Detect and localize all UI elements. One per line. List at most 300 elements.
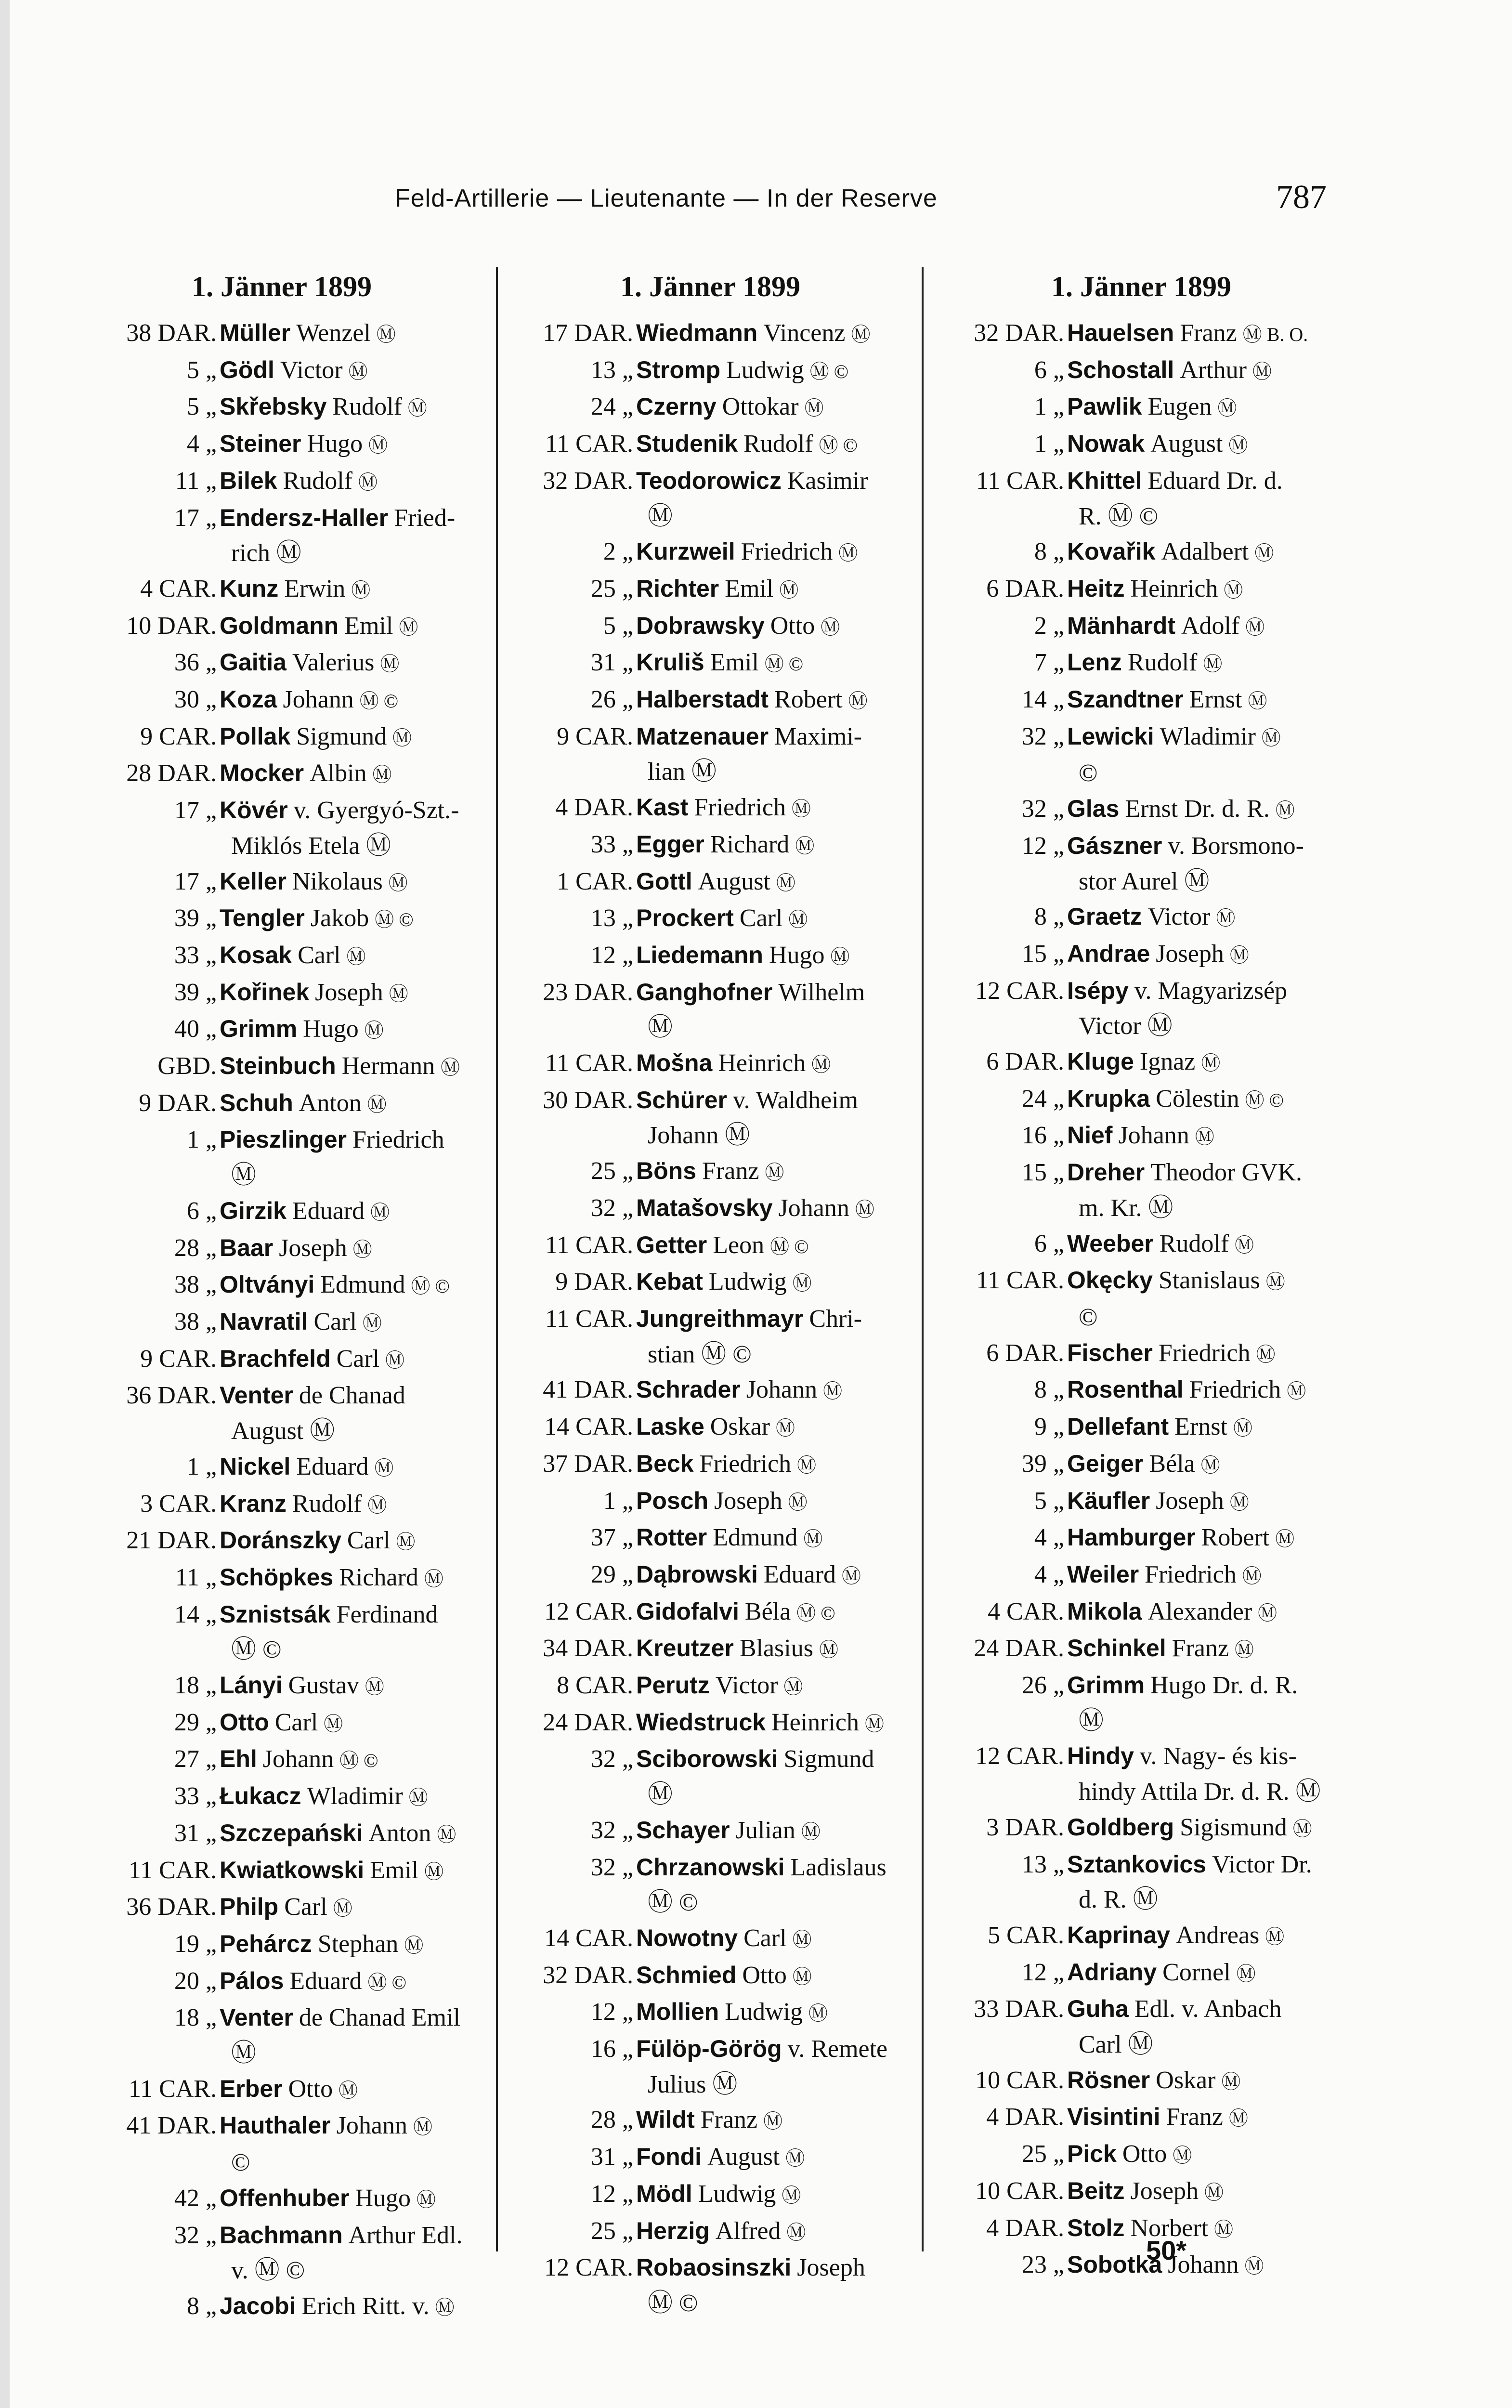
- unit-label: 11 „: [175, 1563, 217, 1591]
- officer-name: [1067, 936, 1353, 973]
- unit-label: 11 CAR.: [976, 467, 1064, 495]
- surname: Mikola: [1067, 1597, 1142, 1625]
- unit-label: 12 CAR.: [544, 1597, 633, 1625]
- surname: Khittel: [1067, 467, 1142, 494]
- surname: Endersz-Haller: [220, 504, 389, 531]
- surname: Venter: [220, 1382, 293, 1409]
- list-item: [929, 1520, 1353, 1557]
- list-item: [503, 463, 917, 534]
- given-name: v. Gyergyó-Szt.-: [293, 797, 459, 824]
- officer-name: [220, 901, 491, 938]
- unit-label: 9 DAR.: [555, 1268, 633, 1296]
- given-name: Adolf: [1181, 612, 1240, 640]
- list-item: [929, 2063, 1353, 2100]
- surname: Navratil: [220, 1308, 308, 1335]
- decoration-marks: Ⓜ: [776, 872, 795, 894]
- officer-name: [1067, 608, 1353, 645]
- unit-label: 18 „: [174, 1672, 217, 1700]
- officer-name: [1067, 1520, 1353, 1557]
- list-item: [929, 1044, 1353, 1081]
- unit-label: 40 „: [174, 1015, 217, 1043]
- given-name: v. Borsmono-: [1168, 832, 1304, 860]
- given-name: Ludwig: [708, 1268, 787, 1296]
- given-name: Friedrich: [1145, 1560, 1237, 1588]
- unit-label: 39 „: [174, 978, 217, 1006]
- given-name: Johann: [778, 1194, 849, 1222]
- list-item: [929, 1918, 1353, 1955]
- surname: Kosak: [220, 941, 292, 968]
- list-item: [503, 1372, 917, 1409]
- surname: Hamburger: [1067, 1524, 1196, 1551]
- officer-name: [636, 2250, 917, 2321]
- decoration-marks: Ⓜ: [821, 616, 840, 638]
- list-item: [72, 1449, 491, 1486]
- surname: Dellefant: [1067, 1413, 1169, 1440]
- given-name: Rudolf: [292, 1490, 362, 1518]
- surname: Kruliš: [636, 649, 704, 676]
- unit-label: 23 DAR.: [543, 978, 633, 1006]
- unit-label: GBD.: [157, 1052, 217, 1080]
- given-name: Kasimir: [787, 467, 868, 495]
- unit-label: 12 „: [590, 941, 633, 969]
- surname: Adriany: [1067, 1958, 1157, 1986]
- officer-name: [636, 389, 917, 426]
- list-item: [72, 1122, 491, 1193]
- surname: Heitz: [1067, 575, 1125, 602]
- officer-name: [636, 2102, 917, 2139]
- decoration-marks: Ⓜ: [380, 653, 400, 675]
- given-name: Johann: [746, 1376, 818, 1404]
- officer-name: [636, 1557, 917, 1594]
- officer-name: [1067, 1409, 1353, 1446]
- surname: Gottl: [636, 867, 692, 895]
- decoration-marks: Ⓜ: [1261, 727, 1281, 749]
- list-item: [503, 1191, 917, 1228]
- given-name: Alfred: [715, 2217, 781, 2245]
- list-item: [929, 1155, 1353, 1226]
- name-continuation: ©: [1079, 759, 1098, 787]
- decoration-marks: Ⓜ: [1236, 1963, 1256, 1985]
- unit-label: 8 „: [1034, 903, 1064, 931]
- officer-name: [636, 1446, 917, 1483]
- surname: Richter: [636, 575, 719, 602]
- list-item: [72, 1267, 491, 1304]
- unit-label: 25 „: [590, 1157, 633, 1185]
- unit-label: 12 „: [1021, 832, 1064, 860]
- officer-name: [1067, 1118, 1353, 1155]
- list-item: [503, 2250, 917, 2321]
- surname: Wiedmann: [636, 319, 758, 346]
- list-item: [503, 901, 917, 938]
- decoration-marks: Ⓜ: [372, 764, 392, 786]
- list-item: [503, 645, 917, 682]
- given-name: Eduard Dr. d.: [1147, 467, 1283, 495]
- given-name: Heinrich: [1130, 575, 1218, 602]
- unit-label: 33 „: [590, 830, 633, 858]
- list-item: [72, 1304, 491, 1341]
- unit-label: 13 „: [590, 904, 633, 932]
- given-name: Rudolf: [332, 393, 402, 421]
- list-item: [72, 2218, 491, 2289]
- given-name: Maximi-: [774, 722, 862, 750]
- surname: Schuh: [220, 1089, 293, 1116]
- surname: Kranz: [220, 1490, 287, 1517]
- list-item: [72, 1341, 491, 1378]
- unit-label: 24 „: [1021, 1085, 1064, 1112]
- surname: Venter: [220, 2004, 293, 2031]
- officer-name: [220, 1963, 491, 2001]
- given-name: August: [698, 867, 770, 895]
- given-name: Heinrich: [718, 1049, 806, 1077]
- officer-name: [636, 1301, 917, 1372]
- list-item: [503, 1520, 917, 1557]
- unit-label: 5 „: [186, 356, 217, 384]
- given-name: Theodor GVK.: [1150, 1159, 1303, 1187]
- list-item: [929, 534, 1353, 571]
- unit-label: 32 „: [590, 1745, 633, 1773]
- list-item: [72, 571, 491, 608]
- officer-name: [1067, 1155, 1353, 1226]
- signature-mark: 50*: [1146, 2235, 1187, 2265]
- surname: Goldmann: [220, 612, 339, 639]
- decoration-marks: Ⓜ ©: [819, 434, 858, 457]
- list-item: [72, 426, 491, 463]
- decoration-marks: Ⓜ: [367, 1093, 387, 1115]
- officer-name: [220, 1378, 491, 1449]
- list-item: [72, 2000, 491, 2071]
- list-item: [72, 463, 491, 500]
- unit-label: 5 „: [603, 612, 633, 640]
- officer-name: [636, 571, 917, 608]
- list-item: [72, 2108, 491, 2180]
- unit-label: 16 „: [1021, 1122, 1064, 1150]
- officer-name: [220, 571, 491, 608]
- officer-name: [1067, 353, 1353, 390]
- list-item: [503, 315, 917, 353]
- decoration-marks: Ⓜ ©: [367, 1971, 406, 1993]
- officer-name: [220, 793, 491, 864]
- officer-name: [636, 719, 917, 790]
- list-item: [929, 645, 1353, 682]
- name-continuation: stian Ⓜ ©: [648, 1340, 752, 1368]
- unit-label: 1 CAR.: [557, 867, 633, 895]
- list-item: [929, 1409, 1353, 1446]
- decoration-marks: Ⓜ ©: [375, 909, 414, 931]
- list-item: [503, 571, 917, 608]
- officer-name: [636, 534, 917, 571]
- officer-name: [220, 682, 491, 719]
- officer-name: [220, 389, 491, 426]
- decoration-marks: Ⓜ: [779, 579, 799, 601]
- unit-label: 27 „: [174, 1745, 217, 1773]
- officer-name: [220, 1560, 491, 1597]
- unit-label: 24 DAR.: [974, 1635, 1064, 1662]
- surname: Sobotka: [1067, 2251, 1162, 2278]
- officer-name: [220, 1889, 491, 1926]
- list-item: [929, 899, 1353, 936]
- surname: Kovařik: [1067, 538, 1156, 565]
- surname: Schostall: [1067, 356, 1174, 383]
- list-item: [929, 315, 1353, 353]
- surname: Okęcky: [1067, 1267, 1153, 1294]
- list-item: [503, 1813, 917, 1850]
- given-name: Emil: [344, 612, 393, 640]
- name-continuation: v. Ⓜ ©: [231, 2257, 305, 2285]
- unit-label: 8 CAR.: [557, 1672, 633, 1700]
- decoration-marks: Ⓜ: [324, 1713, 343, 1735]
- surname: Rösner: [1067, 2066, 1150, 2094]
- list-item: [72, 353, 491, 390]
- list-item: [929, 1991, 1353, 2062]
- officer-name: [220, 1086, 491, 1123]
- list-item: [929, 426, 1353, 463]
- unit-label: 9 CAR.: [557, 722, 633, 750]
- unit-label: 25 „: [1021, 2140, 1064, 2168]
- name-continuation: Ⓜ: [648, 1014, 673, 1042]
- given-name: Franz: [1166, 2103, 1223, 2131]
- officer-name: [1067, 1081, 1353, 1118]
- name-continuation: ©: [231, 2149, 250, 2177]
- surname: Weiler: [1067, 1560, 1139, 1588]
- surname: Stromp: [636, 356, 720, 383]
- officer-name: [636, 1668, 917, 1705]
- given-name: Joseph: [279, 1234, 347, 1262]
- list-item: [72, 1853, 491, 1890]
- decoration-marks: Ⓜ: [1195, 1126, 1214, 1148]
- list-item: [929, 1631, 1353, 1668]
- unit-label: 39 „: [1021, 1450, 1064, 1478]
- decoration-marks: Ⓜ ©: [411, 1275, 450, 1297]
- given-name: Emil: [725, 575, 774, 602]
- unit-label: 28 DAR.: [126, 759, 217, 787]
- decoration-marks: Ⓜ: [786, 2221, 806, 2243]
- decoration-marks: Ⓜ: [819, 1639, 838, 1661]
- surname: Pieszlinger: [220, 1126, 347, 1153]
- unit-label: 12 „: [1021, 1958, 1064, 1986]
- decoration-marks: Ⓜ: [435, 2296, 455, 2318]
- officer-name: [1067, 1810, 1353, 1847]
- unit-label: 5 „: [186, 393, 217, 421]
- unit-label: 17 DAR.: [543, 319, 633, 347]
- surname: Posch: [636, 1487, 709, 1514]
- officer-name: [1067, 2211, 1353, 2248]
- decoration-marks: Ⓜ: [792, 1965, 812, 1988]
- given-name: Stephan: [317, 1930, 399, 1958]
- unit-label: 9 CAR.: [140, 722, 217, 750]
- unit-label: 29 „: [174, 1708, 217, 1736]
- officer-name: [220, 608, 491, 645]
- name-continuation: stor Aurel Ⓜ: [1079, 867, 1210, 895]
- officer-name: [636, 864, 917, 901]
- officer-name: [636, 1594, 917, 1631]
- officer-name: [220, 1230, 491, 1268]
- surname: Laske: [636, 1413, 704, 1440]
- list-item: [503, 938, 917, 975]
- list-item: [503, 1850, 917, 1921]
- decoration-marks: Ⓜ: [417, 2188, 436, 2211]
- list-item: [503, 719, 917, 790]
- list-item: [503, 827, 917, 864]
- unit-label: 32 DAR.: [974, 319, 1064, 347]
- surname: Schayer: [636, 1816, 730, 1844]
- surname: Hindy: [1067, 1742, 1134, 1770]
- list-item: [503, 1594, 917, 1631]
- unit-label: 1 „: [186, 1453, 217, 1480]
- decoration-marks: Ⓜ: [1200, 1454, 1220, 1476]
- given-name: Friedrich: [1158, 1339, 1251, 1367]
- list-item: [929, 682, 1353, 719]
- surname: Schürer: [636, 1086, 727, 1113]
- given-name: Otto: [742, 1961, 787, 1989]
- decoration-marks: Ⓜ: [1258, 1602, 1277, 1624]
- given-name: Eduard: [296, 1453, 369, 1480]
- given-name: Friedrich: [699, 1450, 792, 1478]
- unit-label: 6 DAR.: [986, 1339, 1064, 1367]
- unit-label: 26 „: [1021, 1672, 1064, 1700]
- officer-name: [220, 2000, 491, 2071]
- unit-label: 12 „: [590, 2180, 633, 2208]
- unit-label: 14 CAR.: [544, 1924, 633, 1952]
- list-item: [72, 2289, 491, 2326]
- decoration-marks: Ⓜ: [1265, 1925, 1285, 1948]
- unit-label: 4 „: [186, 430, 217, 458]
- unit-label: 10 DAR.: [126, 612, 217, 640]
- unit-label: 4 CAR.: [988, 1597, 1064, 1625]
- officer-name: [220, 1523, 491, 1560]
- officer-name: [220, 426, 491, 463]
- name-continuation: d. R. Ⓜ: [1079, 1886, 1158, 1914]
- surname: Nickel: [220, 1453, 291, 1480]
- officer-name: [636, 1705, 917, 1742]
- surname: Bilek: [220, 467, 277, 494]
- decoration-marks: Ⓜ: [346, 945, 366, 968]
- given-name: Ludwig: [726, 356, 804, 384]
- surname: Czerny: [636, 393, 717, 420]
- column-1: [72, 267, 491, 2326]
- list-item: [929, 1810, 1353, 1847]
- page-number: 787: [1276, 179, 1327, 216]
- unit-label: 33 DAR.: [974, 1995, 1064, 2023]
- given-name: Carl: [274, 1708, 318, 1736]
- given-name: Ernst: [1174, 1413, 1227, 1441]
- officer-name: [220, 2071, 491, 2108]
- given-name: Eduard: [289, 1967, 362, 1995]
- decoration-marks: Ⓜ: [358, 471, 378, 493]
- given-name: Otto: [1122, 2140, 1167, 2168]
- unit-label: 1 „: [186, 1126, 217, 1154]
- decoration-marks: Ⓜ: [339, 2079, 358, 2101]
- unit-label: 17 „: [174, 797, 217, 824]
- given-name: Robert: [1201, 1524, 1270, 1552]
- officer-name: [220, 1048, 491, 1086]
- surname: Dąbrowski: [636, 1560, 758, 1588]
- surname: Dobrawsky: [636, 612, 765, 639]
- surname: Nief: [1067, 1122, 1113, 1149]
- decoration-marks: Ⓜ: [376, 324, 396, 345]
- given-name: Ottokar: [722, 393, 799, 421]
- decoration-marks: Ⓜ: [848, 690, 868, 712]
- entry-list: [929, 315, 1353, 2284]
- officer-name: [1067, 973, 1353, 1044]
- given-name: Hugo: [355, 2184, 411, 2212]
- decoration-marks: Ⓜ: [1275, 799, 1295, 822]
- name-continuation: Ⓜ ©: [648, 2289, 698, 2317]
- given-name: Rudolf: [283, 467, 352, 495]
- unit-label: 36 „: [174, 649, 217, 677]
- officer-name: [1067, 463, 1353, 534]
- decoration-marks: Ⓜ: [1217, 397, 1237, 419]
- unit-label: 12 CAR.: [544, 2254, 633, 2282]
- surname: Offenhuber: [220, 2184, 350, 2212]
- given-name: Alexander: [1147, 1597, 1252, 1625]
- surname: Beitz: [1067, 2177, 1125, 2204]
- decoration-marks: Ⓜ: [783, 1676, 803, 1698]
- decoration-marks: Ⓜ: [365, 1676, 384, 1698]
- decoration-marks: Ⓜ: [1229, 1491, 1249, 1513]
- unit-label: 30 „: [174, 686, 217, 714]
- unit-label: 1 „: [1034, 393, 1064, 421]
- officer-name: [636, 1191, 917, 1228]
- officer-name: [220, 1486, 491, 1523]
- list-item: [929, 936, 1353, 973]
- officer-name: [220, 315, 491, 353]
- surname: Stolz: [1067, 2214, 1125, 2241]
- name-continuation: Ⓜ: [648, 502, 673, 530]
- given-name: Joseph: [1156, 1487, 1224, 1515]
- officer-name: [220, 719, 491, 756]
- decoration-marks: Ⓜ: [1254, 542, 1274, 564]
- list-item: [929, 1118, 1353, 1155]
- decoration-marks: Ⓜ: [352, 1238, 372, 1260]
- officer-name: [220, 1816, 491, 1853]
- unit-label: 4 DAR.: [986, 2214, 1064, 2242]
- list-item: [929, 1335, 1353, 1373]
- given-name: Wladimir: [307, 1782, 403, 1810]
- decoration-marks: Ⓜ: [1204, 2181, 1224, 2203]
- surname: Herzig: [636, 2217, 710, 2244]
- list-item: [503, 1668, 917, 1705]
- officer-name: [1067, 899, 1353, 936]
- list-item: [72, 864, 491, 901]
- officer-name: [220, 1011, 491, 1048]
- name-continuation: Ⓜ: [231, 1162, 257, 1190]
- list-item: [929, 571, 1353, 608]
- list-item: [72, 1705, 491, 1742]
- surname: Rotter: [636, 1524, 707, 1551]
- list-item: [72, 793, 491, 864]
- given-name: Adalbert: [1161, 538, 1249, 566]
- given-name: Oskar: [710, 1413, 770, 1441]
- decoration-marks: Ⓜ: [388, 872, 408, 894]
- list-item: [929, 1594, 1353, 1631]
- surname: Kaprinay: [1067, 1921, 1170, 1949]
- running-title: Feld-Artillerie — Lieutenante — In der Reserve: [395, 184, 938, 212]
- unit-label: 31 „: [174, 1819, 217, 1847]
- officer-name: [220, 1668, 491, 1705]
- given-name: Eugen: [1147, 393, 1212, 421]
- surname: Baar: [220, 1234, 274, 1261]
- name-continuation: Ⓜ: [231, 2040, 257, 2068]
- given-name: Johann: [262, 1745, 334, 1773]
- officer-name: [1067, 1668, 1353, 1739]
- name-continuation: ©: [1079, 1303, 1098, 1331]
- unit-label: 11 CAR.: [545, 430, 633, 458]
- decoration-marks: Ⓜ: [808, 2002, 828, 2025]
- officer-name: [220, 1597, 491, 1668]
- surname: Mocker: [220, 759, 304, 787]
- officer-name: [636, 1083, 917, 1153]
- decoration-marks: Ⓜ B. O.: [1242, 324, 1308, 345]
